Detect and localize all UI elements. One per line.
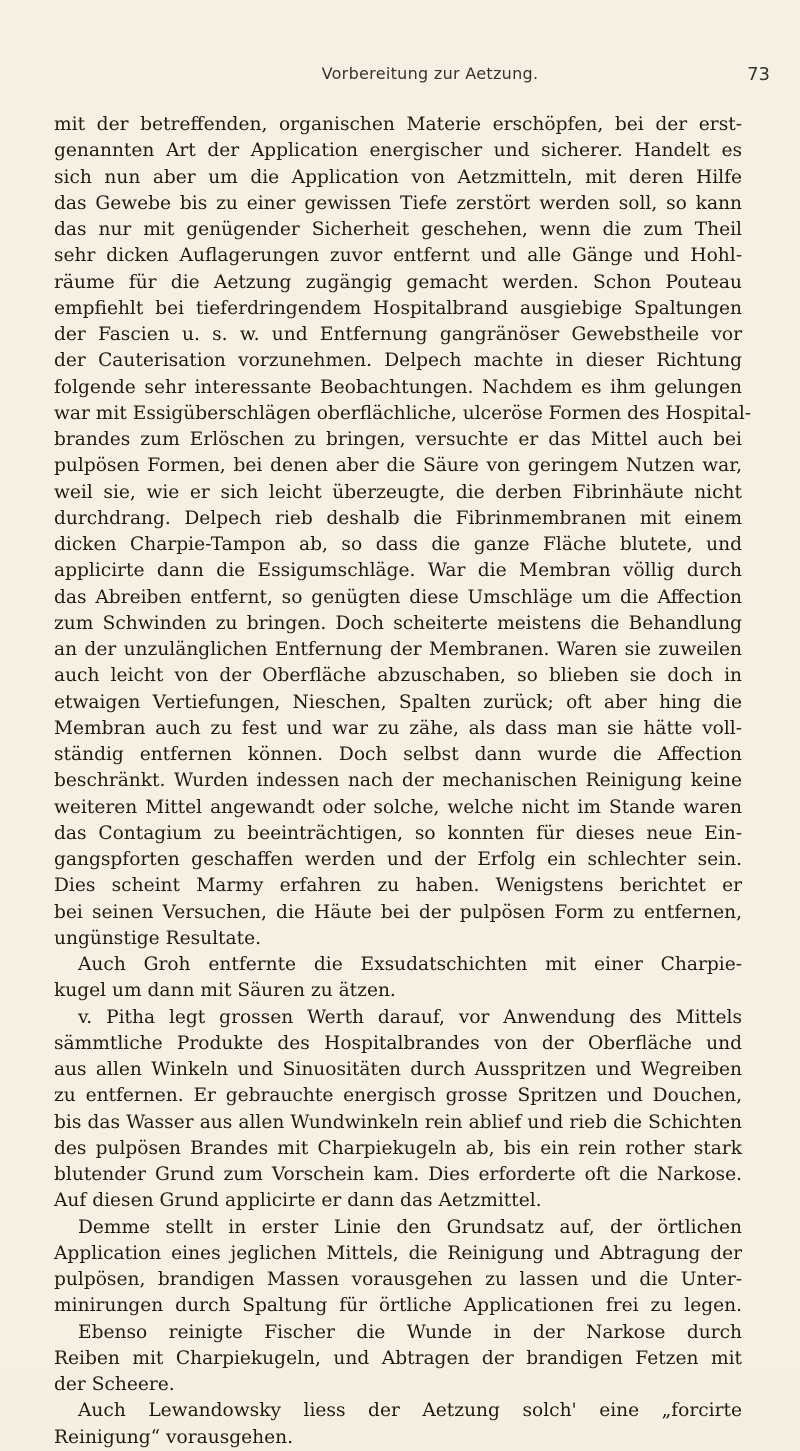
text-line: an der unzulänglichen Entfernung der Membranen. Waren sie zuweilen <box>54 639 742 660</box>
text-line: minirungen durch Spaltung für örtliche Applicationen frei zu legen. <box>54 1295 742 1317</box>
text-line: mit der betreffenden, organischen Materie erschöpfen, bei der erst- <box>54 114 742 135</box>
text-line: Reinigung“ vorausgehen. <box>54 1426 294 1448</box>
text-line: der Fascien u. s. w. und Entfernung gangränöser Gewebstheile vor <box>54 324 742 345</box>
text-line: dicken Charpie-Tampon ab, so dass die ganze Fläche blutete, und <box>54 534 742 555</box>
page-number: 73 <box>747 64 770 85</box>
text-line: war mit Essigüberschlägen oberflächliche, ulceröse Formen des Hospital- <box>54 402 752 424</box>
text-line: pulpösen, brandigen Massen vorausgehen zu lassen und die Unter- <box>54 1269 742 1290</box>
text-line: Demme stellt in erster Linie den Grundsatz auf, der örtlichen <box>78 1216 742 1238</box>
running-head <box>90 64 770 90</box>
text-line: v. Pitha legt grossen Werth darauf, vor Anwendung des Mittels <box>78 1006 742 1028</box>
text-line: sich nun aber um die Application von Aetzmitteln, mit deren Hilfe <box>54 166 742 188</box>
text-line: ungünstige Resultate. <box>54 927 261 949</box>
text-line: Membran auch zu fest und war zu zähe, als dass man sie hätte voll- <box>54 717 742 739</box>
text-line: ständig entfernen können. Doch selbst dann wurde die Affection <box>54 744 742 765</box>
text-line: aus allen Winkeln und Sinuositäten durch Ausspritzen und Wegreiben <box>54 1059 742 1080</box>
text-line: weil sie, wie er sich leicht überzeugte, die derben Fibrinhäute nicht <box>54 481 742 503</box>
text-line: bis das Wasser aus allen Wundwinkeln rein ablief und rieb die Schichten <box>54 1111 742 1133</box>
text-line: Auf diesen Grund applicirte er dann das Aetzmittel. <box>54 1190 542 1212</box>
text-line: pulpösen Formen, bei denen aber die Säure von geringem Nutzen war, <box>54 455 742 477</box>
text-line: Auch Groh entfernte die Exsudatschichten mit einer Charpie- <box>78 954 742 975</box>
text-line: zum Schwinden zu bringen. Doch scheiterte meistens die Behandlung <box>54 612 742 634</box>
text-line: des pulpösen Brandes mit Charpiekugeln ab, bis ein rein rother stark <box>54 1137 742 1159</box>
text-line: applicirte dann die Essigumschläge. War die Membran völlig durch <box>54 560 742 582</box>
text-line: blutender Grund zum Vorschein kam. Dies erforderte oft die Narkose. <box>54 1164 742 1185</box>
text-line: Reiben mit Charpiekugeln, und Abtragen der brandigen Fetzen mit <box>54 1347 742 1369</box>
text-line: räume für die Aetzung zugängig gemacht werden. Schon Pouteau <box>54 271 742 293</box>
body-text <box>54 112 752 1451</box>
text-line: das nur mit genügender Sicherheit geschehen, wenn die zum Theil <box>54 219 742 240</box>
text-line: empfiehlt bei tieferdringendem Hospitalbrand ausgiebige Spaltungen <box>54 297 742 319</box>
text-line: Auch Lewandowsky liess der Aetzung solch' eine „forcirte <box>78 1400 742 1422</box>
text-line: gangspforten geschaffen werden und der Erfolg ein schlechter sein. <box>54 849 742 870</box>
text-line: Application eines jeglichen Mittels, die Reinigung und Abtragung der <box>54 1242 742 1264</box>
text-line: der Cauterisation vorzunehmen. Delpech machte in dieser Richtung <box>54 350 742 372</box>
text-line: sehr dicken Auflagerungen zuvor entfernt und alle Gänge und Hohl- <box>54 245 742 267</box>
text-line: durchdrang. Delpech rieb deshalb die Fibrinmembranen mit einem <box>54 507 742 529</box>
text-line: zu entfernen. Er gebrauchte energisch grosse Spritzen und Douchen, <box>54 1085 742 1107</box>
text-line: Dies scheint Marmy erfahren zu haben. Wenigstens berichtet er <box>54 875 742 897</box>
text-line: weiteren Mittel angewandt oder solche, welche nicht im Stande waren <box>54 796 742 818</box>
text-line: der Scheere. <box>54 1374 175 1395</box>
text-line: genannten Art der Application energischer und sicherer. Handelt es <box>54 140 742 162</box>
text-line: bei seinen Versuchen, die Häute bei der pulpösen Form zu entfernen, <box>54 901 742 923</box>
text-line: das Contagium zu beeinträchtigen, so konnten für dieses neue Ein- <box>54 822 742 844</box>
text-line: auch leicht von der Oberfläche abzuschaben, so blieben sie doch in <box>54 665 742 687</box>
text-line: Ebenso reinigte Fischer die Wunde in der Narkose durch <box>78 1321 742 1343</box>
text-line: kugel um dann mit Säuren zu ätzen. <box>54 980 396 1002</box>
text-line: beschränkt. Wurden indessen nach der mechanischen Reinigung keine <box>54 770 742 792</box>
text-line: etwaigen Vertiefungen, Nieschen, Spalten zurück; oft aber hing die <box>54 691 742 713</box>
running-title: Vorbereitung zur Aetzung. <box>321 64 539 83</box>
text-line: sämmtliche Produkte des Hospitalbrandes von der Oberfläche und <box>54 1032 742 1054</box>
text-line: brandes zum Erlöschen zu bringen, versuchte er das Mittel auch bei <box>54 429 742 450</box>
text-line: das Gewebe bis zu einer gewissen Tiefe zerstört werden soll, so kann <box>54 192 742 214</box>
text-line: folgende sehr interessante Beobachtungen. Nachdem es ihm gelungen <box>54 376 742 398</box>
text-line: das Abreiben entfernt, so genügten diese Umschläge um die Affection <box>54 586 742 608</box>
